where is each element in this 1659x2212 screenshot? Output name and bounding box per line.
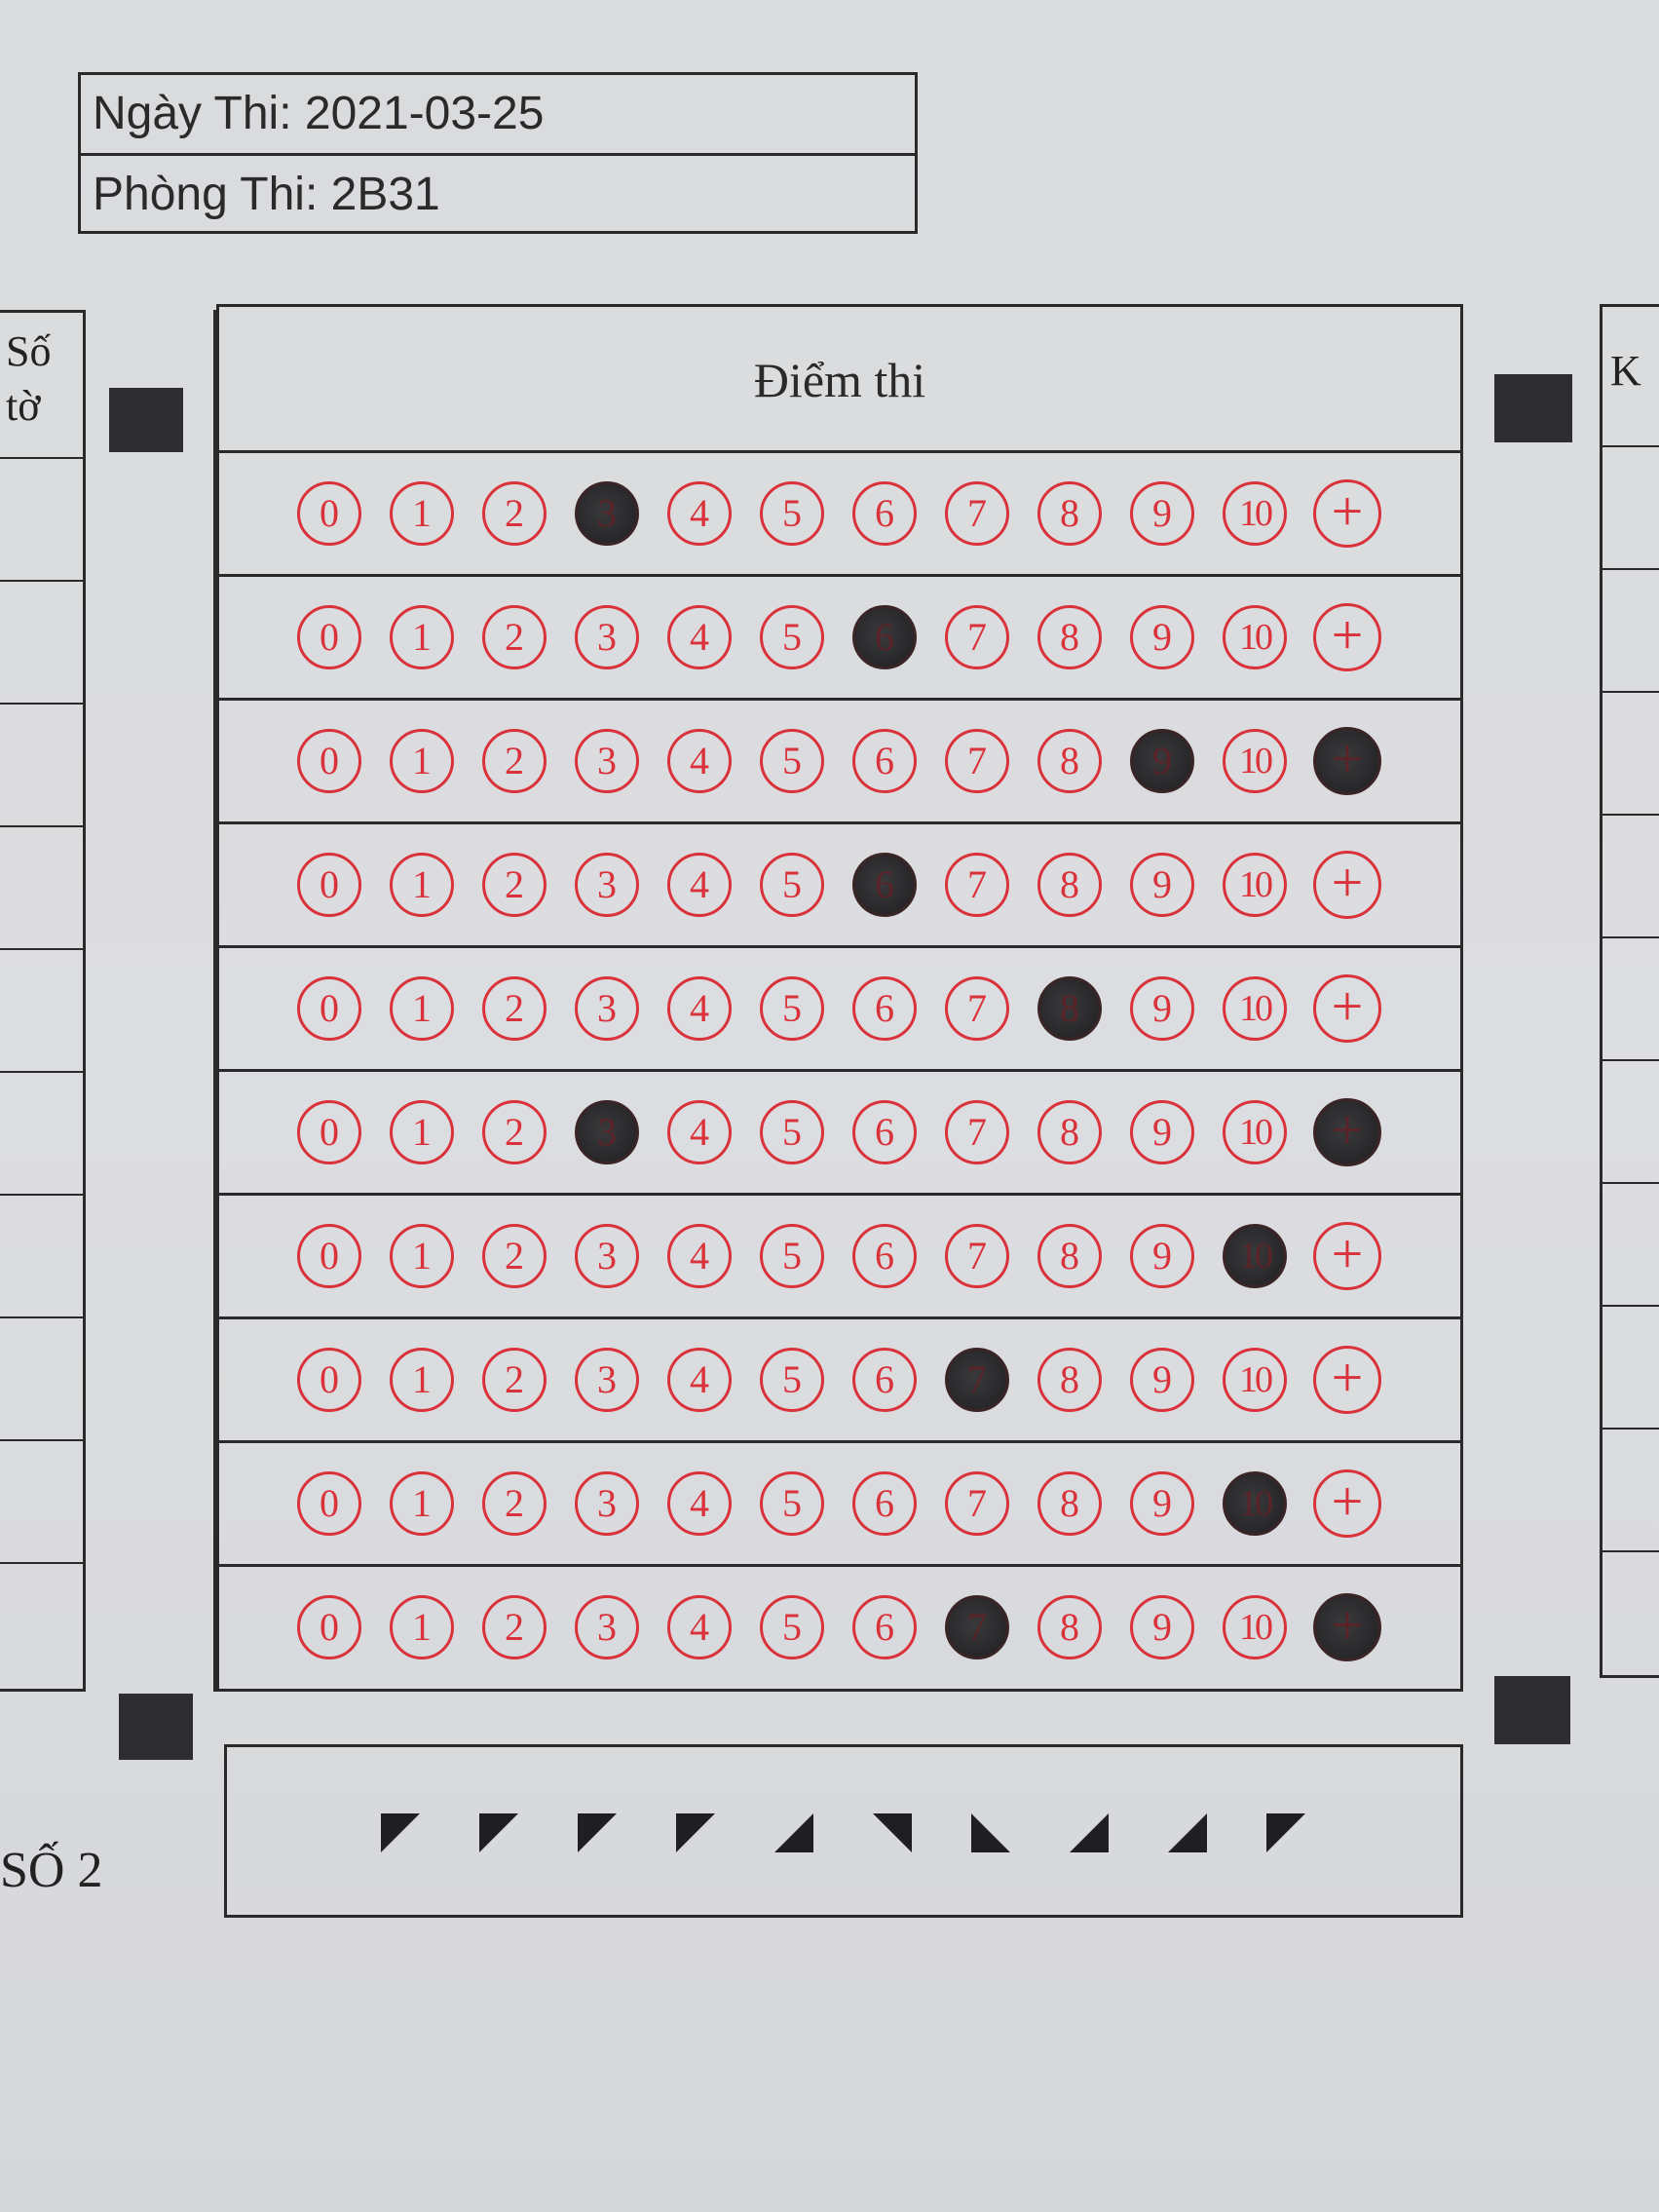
bubble-5[interactable]: 5: [760, 1224, 824, 1288]
bubble-6[interactable]: 6: [852, 1348, 917, 1412]
bubble-9[interactable]: 9: [1130, 605, 1194, 669]
bubble-2[interactable]: 2: [482, 1224, 547, 1288]
code-triangle: [1168, 1813, 1207, 1852]
bubble-8[interactable]: 8: [1037, 1224, 1102, 1288]
bubble-4[interactable]: 4: [667, 729, 732, 793]
bubble-6[interactable]: 6: [852, 481, 917, 546]
bubble-9[interactable]: 9: [1130, 481, 1194, 546]
bubble-9[interactable]: 9: [1130, 1100, 1194, 1164]
right-column-cell: [1602, 1307, 1659, 1430]
exam-date: Ngày Thi: 2021-03-25: [93, 88, 545, 139]
bubble-plus[interactable]: +: [1313, 1469, 1381, 1538]
code-triangle: [971, 1813, 1010, 1852]
bubble-plus[interactable]: +: [1313, 1222, 1381, 1290]
bubble-5[interactable]: 5: [760, 481, 824, 546]
bubble-3[interactable]: 3: [575, 1471, 639, 1536]
score-row: [219, 824, 1460, 948]
score-grid: [216, 304, 1463, 1692]
bubble-plus[interactable]: +: [1313, 727, 1381, 795]
bubble-3[interactable]: 3: [575, 1348, 639, 1412]
score-row: [219, 1196, 1460, 1319]
bubble-5[interactable]: 5: [760, 853, 824, 917]
bubble-5[interactable]: 5: [760, 976, 824, 1041]
sheet-number-header-line2: tờ: [6, 382, 41, 430]
right-column-cell: [1602, 693, 1659, 816]
bubble-7[interactable]: 7: [945, 481, 1009, 546]
bubble-2[interactable]: 2: [482, 605, 547, 669]
bubble-8[interactable]: 8: [1037, 605, 1102, 669]
bubble-8[interactable]: 8: [1037, 1348, 1102, 1412]
right-marker-strip: [1463, 304, 1600, 1692]
bubble-1[interactable]: 1: [390, 729, 454, 793]
bubble-1[interactable]: 1: [390, 1348, 454, 1412]
sheet-number-cell: [0, 827, 83, 950]
right-column-cell: [1602, 1430, 1659, 1552]
bubble-10[interactable]: 10: [1223, 853, 1287, 917]
bubble-6[interactable]: 6: [852, 729, 917, 793]
bubble-2[interactable]: 2: [482, 853, 547, 917]
score-row: [219, 1567, 1460, 1691]
bubble-2[interactable]: 2: [482, 976, 547, 1041]
bubble-7[interactable]: 7: [945, 1224, 1009, 1288]
bubble-9[interactable]: 9: [1130, 729, 1194, 793]
bubble-0[interactable]: 0: [297, 1224, 361, 1288]
score-row: [219, 701, 1460, 824]
bubble-6[interactable]: 6: [852, 976, 917, 1041]
right-column-cell: [1602, 1184, 1659, 1307]
right-column-header: K: [1602, 307, 1659, 447]
bubble-plus[interactable]: +: [1313, 479, 1381, 548]
bubble-4[interactable]: 4: [667, 853, 732, 917]
bubble-4[interactable]: 4: [667, 976, 732, 1041]
bubble-plus[interactable]: +: [1313, 851, 1381, 919]
bubble-4[interactable]: 4: [667, 605, 732, 669]
bubble-10[interactable]: 10: [1223, 1224, 1287, 1288]
triangle-code-box: [224, 1744, 1463, 1918]
bubble-7[interactable]: 7: [945, 1471, 1009, 1536]
bubble-plus[interactable]: +: [1313, 603, 1381, 671]
bubble-4[interactable]: 4: [667, 1100, 732, 1164]
right-column-cell: [1602, 1552, 1659, 1675]
bubble-0[interactable]: 0: [297, 729, 361, 793]
exam-room: Phòng Thi: 2B31: [81, 153, 915, 231]
bubble-7[interactable]: 7: [945, 1100, 1009, 1164]
bubble-10[interactable]: 10: [1223, 605, 1287, 669]
bubble-1[interactable]: 1: [390, 1100, 454, 1164]
right-column-cell: [1602, 570, 1659, 693]
sheet-number-cell: [0, 1441, 83, 1564]
bubble-8[interactable]: 8: [1037, 976, 1102, 1041]
bubble-6[interactable]: 6: [852, 1100, 917, 1164]
right-column-cell: [1602, 447, 1659, 570]
bubble-plus[interactable]: +: [1313, 974, 1381, 1043]
code-triangle: [479, 1813, 518, 1852]
bubble-7[interactable]: 7: [945, 605, 1009, 669]
sheet-number-header-line1: Số: [6, 327, 52, 375]
alignment-marker-top-left: [109, 388, 183, 452]
bubble-8[interactable]: 8: [1037, 1471, 1102, 1536]
bubble-7[interactable]: 7: [945, 1348, 1009, 1412]
bubble-10[interactable]: 10: [1223, 481, 1287, 546]
left-marker-strip: [86, 310, 216, 1692]
bubble-9[interactable]: 9: [1130, 1595, 1194, 1659]
bubble-9[interactable]: 9: [1130, 1348, 1194, 1412]
bubble-6[interactable]: 6: [852, 605, 917, 669]
bubble-5[interactable]: 5: [760, 1100, 824, 1164]
bubble-6[interactable]: 6: [852, 1471, 917, 1536]
code-triangle: [381, 1813, 420, 1852]
bubble-7[interactable]: 7: [945, 1595, 1009, 1659]
bubble-9[interactable]: 9: [1130, 1224, 1194, 1288]
bubble-plus[interactable]: +: [1313, 1346, 1381, 1414]
bubble-6[interactable]: 6: [852, 1595, 917, 1659]
bubble-6[interactable]: 6: [852, 1224, 917, 1288]
bubble-9[interactable]: 9: [1130, 853, 1194, 917]
score-grid-title: Điểm thi: [219, 307, 1460, 453]
code-triangle: [1266, 1813, 1305, 1852]
score-row: [219, 1443, 1460, 1567]
bubble-plus[interactable]: +: [1313, 1098, 1381, 1166]
right-column-cell: [1602, 1061, 1659, 1184]
right-partial-column: [1600, 304, 1659, 1678]
bubble-4[interactable]: 4: [667, 1224, 732, 1288]
right-column-cell: [1602, 938, 1659, 1061]
bubble-5[interactable]: 5: [760, 1595, 824, 1659]
bubble-10[interactable]: 10: [1223, 1595, 1287, 1659]
bubble-3[interactable]: 3: [575, 1224, 639, 1288]
bubble-8[interactable]: 8: [1037, 729, 1102, 793]
bubble-8[interactable]: 8: [1037, 853, 1102, 917]
bubble-1[interactable]: 1: [390, 605, 454, 669]
score-row: [219, 577, 1460, 701]
bubble-1[interactable]: 1: [390, 853, 454, 917]
bubble-3[interactable]: 3: [575, 481, 639, 546]
bubble-2[interactable]: 2: [482, 1471, 547, 1536]
alignment-marker-bottom-left: [119, 1694, 193, 1760]
bubble-1[interactable]: 1: [390, 976, 454, 1041]
sheet-number-cell: [0, 1564, 83, 1687]
bubble-4[interactable]: 4: [667, 481, 732, 546]
bubble-8[interactable]: 8: [1037, 1595, 1102, 1659]
sheet-number-cell: [0, 1318, 83, 1441]
sheet-number-cell: [0, 705, 83, 827]
code-triangle: [676, 1813, 715, 1852]
bubble-5[interactable]: 5: [760, 605, 824, 669]
bubble-0[interactable]: 0: [297, 605, 361, 669]
sheet-number-cell: [0, 1073, 83, 1196]
bubble-10[interactable]: 10: [1223, 976, 1287, 1041]
bubble-9[interactable]: 9: [1130, 1471, 1194, 1536]
bubble-6[interactable]: 6: [852, 853, 917, 917]
bubble-plus[interactable]: +: [1313, 1593, 1381, 1661]
bubble-1[interactable]: 1: [390, 1471, 454, 1536]
bubble-1[interactable]: 1: [390, 481, 454, 546]
right-column-cell: [1602, 816, 1659, 938]
bubble-3[interactable]: 3: [575, 853, 639, 917]
sheet-number-header: [0, 313, 83, 459]
score-row: [219, 453, 1460, 577]
sheet-number-cell: [0, 582, 83, 705]
bubble-0[interactable]: 0: [297, 853, 361, 917]
bubble-4[interactable]: 4: [667, 1595, 732, 1659]
sheet-number-column: [0, 310, 86, 1692]
bubble-4[interactable]: 4: [667, 1348, 732, 1412]
bubble-9[interactable]: 9: [1130, 976, 1194, 1041]
bubble-3[interactable]: 3: [575, 729, 639, 793]
sheet-number-cell: [0, 950, 83, 1073]
bubble-2[interactable]: 2: [482, 1100, 547, 1164]
bubble-0[interactable]: 0: [297, 1595, 361, 1659]
bubble-3[interactable]: 3: [575, 605, 639, 669]
bubble-8[interactable]: 8: [1037, 481, 1102, 546]
bubble-2[interactable]: 2: [482, 481, 547, 546]
bubble-0[interactable]: 0: [297, 1100, 361, 1164]
bubble-0[interactable]: 0: [297, 1471, 361, 1536]
code-triangle: [774, 1813, 813, 1852]
code-triangle: [578, 1813, 617, 1852]
bubble-10[interactable]: 10: [1223, 729, 1287, 793]
bubble-7[interactable]: 7: [945, 976, 1009, 1041]
bubble-5[interactable]: 5: [760, 1348, 824, 1412]
bubble-1[interactable]: 1: [390, 1224, 454, 1288]
bubble-4[interactable]: 4: [667, 1471, 732, 1536]
score-row: [219, 1072, 1460, 1196]
bubble-10[interactable]: 10: [1223, 1471, 1287, 1536]
bubble-2[interactable]: 2: [482, 1348, 547, 1412]
bubble-5[interactable]: 5: [760, 1471, 824, 1536]
bubble-2[interactable]: 2: [482, 1595, 547, 1659]
exam-info-box: [78, 72, 918, 234]
bubble-0[interactable]: 0: [297, 1348, 361, 1412]
code-triangle: [873, 1813, 912, 1852]
sheet-number-cell: [0, 459, 83, 582]
bubble-10[interactable]: 10: [1223, 1100, 1287, 1164]
bubble-10[interactable]: 10: [1223, 1348, 1287, 1412]
bubble-0[interactable]: 0: [297, 976, 361, 1041]
sheet-number-cell: [0, 1196, 83, 1318]
bubble-1[interactable]: 1: [390, 1595, 454, 1659]
bubble-3[interactable]: 3: [575, 976, 639, 1041]
bubble-5[interactable]: 5: [760, 729, 824, 793]
bubble-8[interactable]: 8: [1037, 1100, 1102, 1164]
bubble-7[interactable]: 7: [945, 729, 1009, 793]
bubble-3[interactable]: 3: [575, 1595, 639, 1659]
sheet-label: SỐ 2: [0, 1843, 103, 1898]
score-row: [219, 1319, 1460, 1443]
score-row: [219, 948, 1460, 1072]
code-triangle: [1070, 1813, 1109, 1852]
bubble-0[interactable]: 0: [297, 481, 361, 546]
bubble-7[interactable]: 7: [945, 853, 1009, 917]
bubble-3[interactable]: 3: [575, 1100, 639, 1164]
bubble-2[interactable]: 2: [482, 729, 547, 793]
